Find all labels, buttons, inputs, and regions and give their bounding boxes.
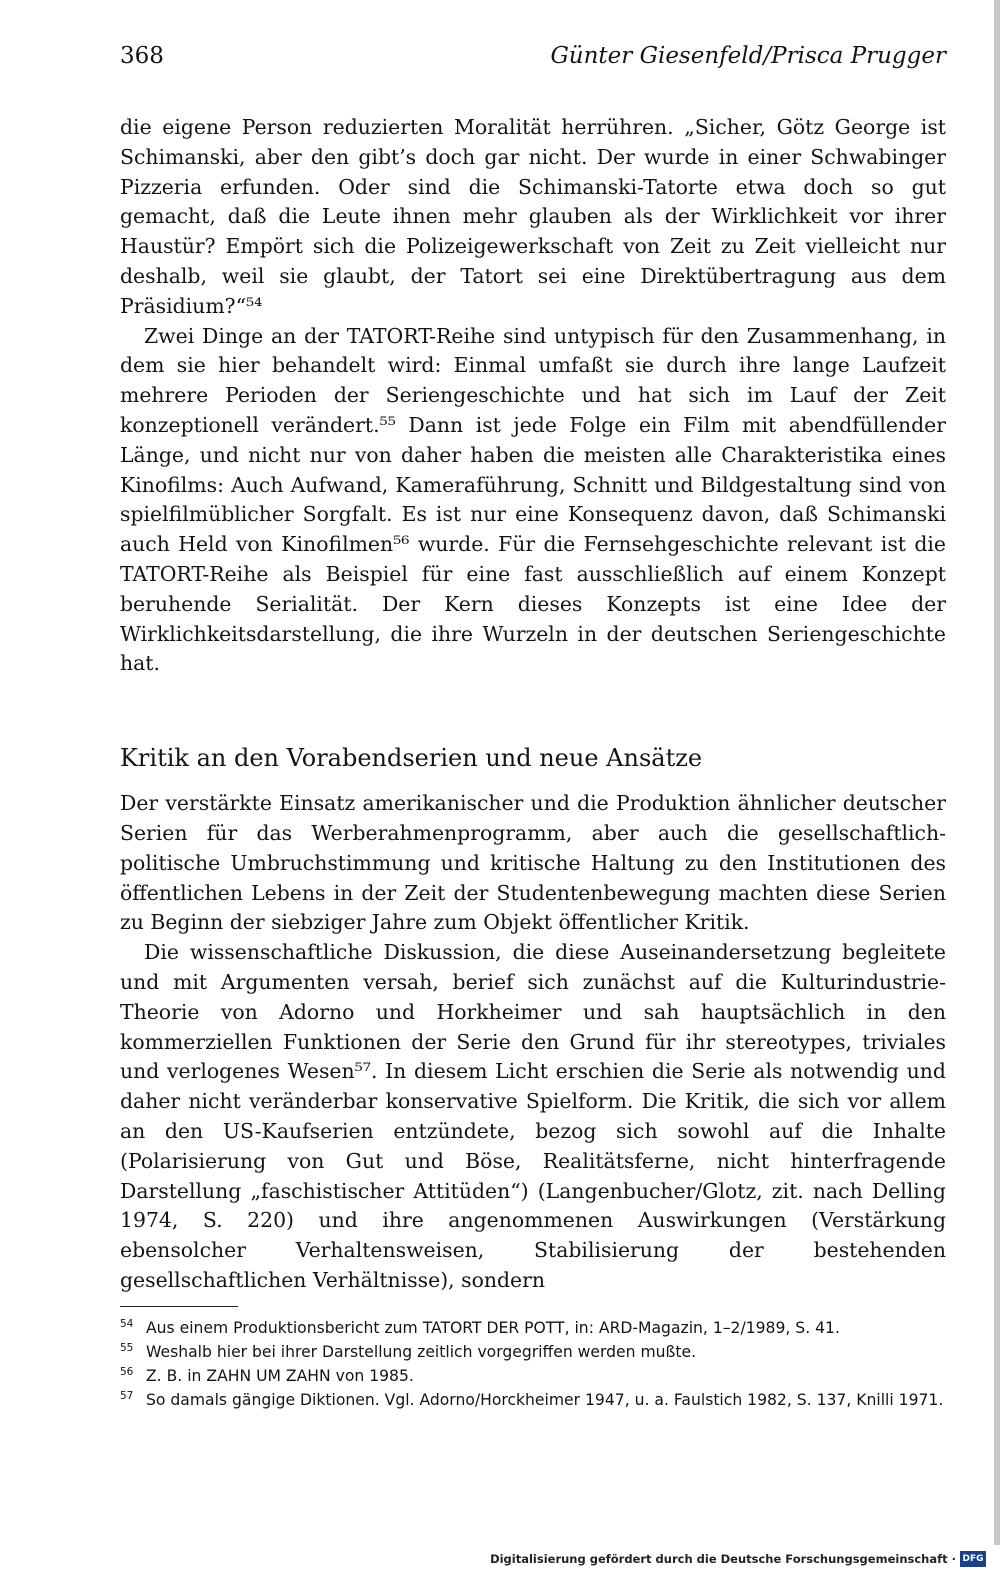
footnote-number: 56 bbox=[120, 1366, 134, 1378]
digitization-imprint: Digitalisierung gefördert durch die Deutsche Forschungsgemeinschaft · bbox=[490, 1552, 956, 1566]
footnote-number: 55 bbox=[120, 1342, 134, 1354]
footnote bbox=[120, 1388, 946, 1412]
footnote-text: So damals gängige Diktionen. Vgl. Adorno/Horckheimer 1947, u. a. Faulstich 1982, S. 137, Knilli 1971. bbox=[146, 1391, 944, 1409]
footnote bbox=[120, 1340, 946, 1364]
footnote-number: 57 bbox=[120, 1390, 134, 1402]
footnote bbox=[120, 1364, 946, 1388]
footnote-text: Z. B. in ZAHN UM ZAHN von 1985. bbox=[146, 1367, 414, 1385]
page-number: 368 bbox=[120, 43, 164, 69]
paragraph: Zwei Dinge an der TATORT-Reihe sind untypisch für den Zusammenhang, in dem sie hier behandelt wird: Einmal umfaßt sie durch ihre lange Laufzeit mehrere Perioden der Seriengeschichte und hat sich im Lauf der Zeit konzeptionell verändert.⁵⁵ Dann ist jede Folge ein Film mit abendfüllender Länge, und nicht nur von daher haben die meisten alle Charakteristika eines Kinofilms: Auch Aufwand, Kameraführung, Schnitt und Bildgestaltung sind von spielfilmüblicher Sorgfalt. Es ist nur eine Konsequenz davon, daß Schimanski auch Held von Kinofilmen⁵⁶ wurde. Für die Fernsehgeschichte relevant ist die TATORT-Reihe als Beispiel für eine fast ausschließlich auf einem Konzept beruhende Serialität. Der Kern dieses Konzepts ist eine Idee der Wirklichkeitsdarstellung, die ihre Wurzeln in der deutschen Seriengeschichte hat. bbox=[120, 323, 946, 676]
body-text bbox=[120, 113, 946, 1296]
footnotes bbox=[120, 1316, 946, 1412]
paragraph: die eigene Person reduzierten Moralität herrühren. „Sicher, Götz George ist Schimanski, aber den gibt’s doch gar nicht. Der wurde in einer Schwabinger Pizzeria erfunden. Oder sind die Schimanski-Tatorte etwa doch so gut gemacht, daß die Leute ihnen mehr glauben als der Wirklichkeit vor ihrer Haustür? Empört sich die Polizeigewerkschaft von Zeit zu Zeit vielleicht nur deshalb, weil sie glaubt, der Tatort sei eine Direktübertragung aus dem Präsidium?“⁵⁴ bbox=[120, 115, 946, 318]
paragraph: Der verstärkte Einsatz amerikanischer und die Produktion ähnlicher deutscher Serien für das Werberahmenprogramm, aber auch die gesellschaftlich-politische Umbruchstimmung und kritische Haltung zu den Institutionen des öffentlichen Lebens in der Zeit der Studentenbewegung machten diese Serien zu Beginn der siebziger Jahre zum Objekt öffentlicher Kritik. bbox=[120, 791, 946, 935]
page-edge-shadow bbox=[994, 0, 1000, 1545]
running-head bbox=[120, 40, 946, 72]
running-head-authors: Günter Giesenfeld/Prisca Prugger bbox=[550, 43, 946, 69]
footnote bbox=[120, 1316, 946, 1340]
footnote-text: Weshalb hier bei ihrer Darstellung zeitlich vorgegriffen werden mußte. bbox=[146, 1343, 697, 1361]
footnote-rule bbox=[120, 1306, 238, 1307]
footnote-number: 54 bbox=[120, 1318, 134, 1330]
paragraph: Die wissenschaftliche Diskussion, die diese Auseinandersetzung begleitete und mit Argumenten versah, berief sich zunächst auf die Kulturindustrie-Theorie von Adorno und Horkheimer und sah hauptsächlich in den kommerziellen Funktionen der Serie den Grund für ihr stereotypes, triviales und verlogenes Wesen⁵⁷. In diesem Licht erschien die Serie als notwendig und daher nicht veränderbar konservative Spielform. Die Kritik, die sich vor allem an den US-Kaufserien entzündete, bezog sich sowohl auf die Inhalte (Polarisierung von Gut und Böse, Realitätsferne, nicht hinterfragende Darstellung „faschistischer Attitüden“) (Langenbucher/Glotz, zit. nach Delling 1974, S. 220) und ihre angenommenen Auswirkungen (Verstärkung ebensolcher Verhaltensweisen, Stabilisierung der bestehenden gesellschaftlichen Verhältnisse), sondern bbox=[120, 940, 946, 1292]
footnote-text: Aus einem Produktionsbericht zum TATORT DER POTT, in: ARD-Magazin, 1–2/1989, S. 41. bbox=[146, 1319, 840, 1337]
section-heading: Kritik an den Vorabendserien und neue Ansätze bbox=[120, 744, 703, 773]
dfg-logo: DFG bbox=[960, 1551, 986, 1567]
